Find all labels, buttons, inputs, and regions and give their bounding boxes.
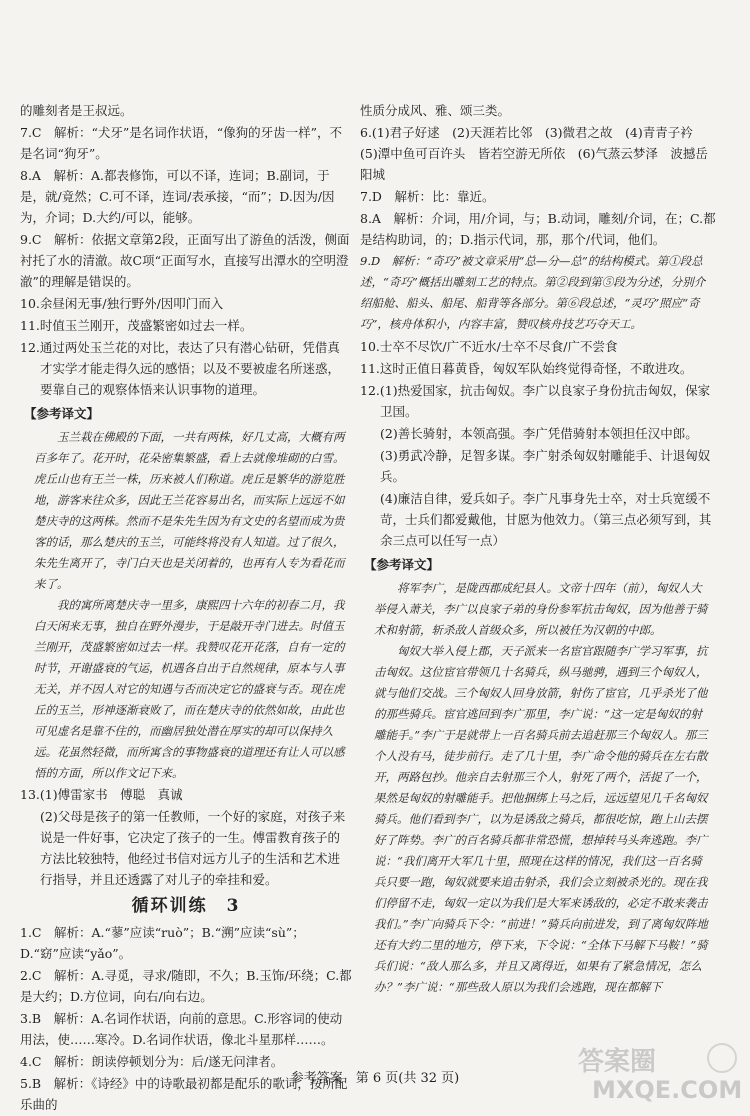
translation-text (20, 427, 352, 784)
section-title: 循环训练 3 (131, 896, 241, 916)
translation-heading: 【参考译文】 (24, 406, 100, 421)
answer-line: 11.这时正值日暮黄昏，匈奴军队始终觉得奇怪，不敢进攻。 (360, 361, 693, 376)
translation-paragraph: 将军李广，是陇西郡成纪县人。文帝十四年（前），匈奴人大举侵入萧关，李广以良家子弟的身份参军抗击匈奴，因为他善于骑术和射箭，斩杀敌人首级众多，所以被任为汉朝的中郎。 (374, 581, 708, 637)
answer-line: 的雕刻者是王叔远。 (20, 103, 133, 118)
translation-text (360, 578, 716, 998)
answer-line: 4.C 解析：朗读停顿划分为：后/遂无问津者。 (20, 1054, 284, 1069)
answer-line: 7.D 解析：比：靠近。 (360, 189, 495, 204)
left-column (20, 100, 352, 1116)
translation-paragraph: 玉兰栽在佛殿的下面，一共有两株，好几丈高，大概有两百多年了。花开时，花朵密集繁盛，看上去就像堆砌的白雪。虎丘山也有王兰一株，历来被人们称道。虎丘是繁华的游览胜地，游客来往众多，因此王兰花容易出名，而实际上远远不如楚庆寺的这两株。然而不是朱先生因为有文史的名望而成为贵客的话，那么楚庆的玉兰，可能终将没有人知道。过了很久，朱先生离开了，寺门白天也是关闭着的，也再有人专为看花而来了。 (34, 430, 345, 591)
answer-line: 3.B 解析：A.名词作状语，向前的意思。C.形容词的使动用法，使……寒冷。D.名词作状语，像北斗星那样……。 (20, 1011, 343, 1047)
answer-line: (2)父母是孩子的第一任教师，一个好的家庭，对孩子来说是一件好事，它决定了孩子的一生。傅雷教育孩子的方法比较独特，他经过书信对远方儿子的生活和艺术进行指导，并且还透露了对儿子的牵挂和爱。 (40, 809, 346, 887)
answer-line: (4)廉洁自律，爱兵如子。李广凡事身先士卒，对士兵宽缓不苛，士兵们都爱戴他，甘愿为他效力。（第三点必须写到，其余三点可以任写一点） (380, 491, 712, 548)
answer-line: 11.时值玉兰刚开，茂盛繁密如过去一样。 (20, 318, 253, 333)
answer-line: 6.(1)君子好逑 (2)天涯若比邻 (3)微君之故 (4)青青子衿 (5)潭中鱼可百许头 皆若空游无所依 (6)气蒸云梦泽 波撼岳阳城 (360, 125, 708, 182)
answer-line: 13.(1)傅雷家书 傅聪 真诚 (20, 787, 183, 802)
translation-heading: 【参考译文】 (364, 557, 440, 572)
answer-line: 8.A 解析：A.都表修饰，可以不译，连词；B.副词，于是，就/竟然；C.可不译，连词/表承接，“而”；D.因为/因为，介词；D.大约/可以，能够。 (20, 168, 335, 225)
translation-paragraph: 匈奴大举入侵上郡，天子派来一名宦官跟随李广学习军事，抗击匈奴。这位宦官带领几十名骑兵，纵马驰骋，遇到三个匈奴人，就与他们交战。三个匈奴人回身放箭，射伤了宦官，几乎杀光了他的那些骑兵。宦官逃回到李广那里，李广说：“这一定是匈奴的射雕能手。”李广于是就带上一百名骑兵前去追赶那三个匈奴人。那三个人没有马，徒步前行。走了几十里，李广命令他的骑兵在左右散开，两路包抄。他亲自去射那三个人，射死了两个，活捉了一个，果然是匈奴的射雕能手。把他捆绑上马之后，远远望见几千名匈奴骑兵。他们看到李广，以为是诱敌之骑兵，都很吃惊，跑上山去摆好了阵势。李广的百名骑兵都非常恐慌，想掉转马头奔逃跑。李广说：“我们离开大军几十里，照现在这样的情况，我们这一百名骑兵只要一跑，匈奴就要来追击射杀，我们会立刻被杀光的。现在我们停留不走，匈奴一定以为我们是大军来诱敌的，必定不敢来袭击我们。”李广向骑兵下令：“前进！”骑兵向前进发，到了离匈奴阵地还有大约二里的地方，停下来，下令说：“全体下马解下马鞍！”骑兵们说：“敌人那么多，并且又离得近，如果有了紧急情况，怎么办？”李广说：“那些敌人原以为我们会逃跑，现在都解下 (374, 644, 708, 994)
answer-line: 性质分成风、雅、颂三类。 (360, 103, 511, 118)
page-footer: 参考答案 第 6 页(共 32 页) (290, 1071, 460, 1086)
svg-text:答案圈: 答案圈 (578, 1047, 657, 1077)
answer-line: 1.C 解析：A.“蓼”应读“ruò”；B.“溯”应读“sù”；D.“窈”应读“yǎo”。 (20, 925, 305, 961)
watermark-logo (572, 1036, 742, 1106)
answer-line: 2.C 解析：A.寻觅，寻求/随即，不久；B.玉饰/环绕；C.都是大约；D.方位词，向右/向右边。 (20, 968, 352, 1004)
right-column (360, 100, 716, 998)
answer-line: 10.余昼闲无事/独行野外/因叩门而入 (20, 296, 224, 311)
answer-line: 9.D 解析：“奇巧”被文章采用“总—分—总”的结构模式。第①段总述，“奇巧”概括出雕刻工艺的特点。第②段到第⑤段为分述，分别介绍船舱、船头、船尾、船背等各部分。第⑥段总述，“灵巧”照应“奇巧”，核舟体积小，内容丰富，赞叹核舟技艺巧夺天工。 (360, 254, 706, 331)
translation-paragraph: 我的寓所离楚庆寺一里多，康熙四十六年的初春二月，我白天闲来无事，独自在野外漫步，于是敲开寺门进去。时值玉兰刚开，茂盛繁密如过去一样。我赞叹花开花落，自有一定的时节，开谢盛衰的气运，机遇各自出于自然规律，原本与人事无关，并不因人对它的知遇与否而决定它的盛衰与否。现在虎丘的玉兰，形神逐渐衰败了，而在楚庆寺的依然如故，由此也可见虚名是靠不住的，而幽居独处潜在厚实的却可以保持久远。花虽然轻微，而所寓含的事物盛衰的道理还有让人可以感悟的方面，所以作文记下来。 (34, 598, 345, 780)
answer-line: 12.通过两处玉兰花的对比，表达了只有潜心钻研，凭借真才实学才能走得久远的感悟；以及不要被虚名所迷惑，要靠自己的观察体悟来认识事物的道理。 (20, 340, 341, 397)
answer-line: (2)善长骑射，本领高强。李广凭借骑射本领担任汉中郎。 (380, 426, 698, 441)
answer-line: 8.A 解析：介词，用/介词，与；B.动词，雕刻/介词，在；C.都是结构助词，的；D.指示代词，那，那个/代词，他们。 (360, 211, 716, 247)
answer-line: 9.C 解析：依据文章第2段，正面写出了游鱼的活泼，侧面衬托了水的清澈。故C项“正面写水，直接写出潭水的空明澄澈”的理解是错误的。 (20, 232, 350, 289)
answer-line: 12.(1)热爱国家，抗击匈奴。李广以良家子身份抗击匈奴，保家卫国。 (360, 383, 711, 419)
answer-line: 7.C 解析：“犬牙”是名词作状语，“像狗的牙齿一样”，不是名词“狗牙”。 (20, 125, 343, 161)
answer-line: 10.士卒不尽饮/广不近水/士卒不尽食/广不尝食 (360, 339, 618, 354)
answer-line: (3)勇武冷静，足智多谋。李广射杀匈奴射雕能手、计退匈奴兵。 (380, 448, 711, 484)
answer-line: 5.B 解析：《诗经》中的诗歌最初都是配乐的歌词，按所配乐曲的 (20, 1076, 348, 1112)
svg-text:MXQE.COM: MXQE.COM (592, 1076, 742, 1104)
